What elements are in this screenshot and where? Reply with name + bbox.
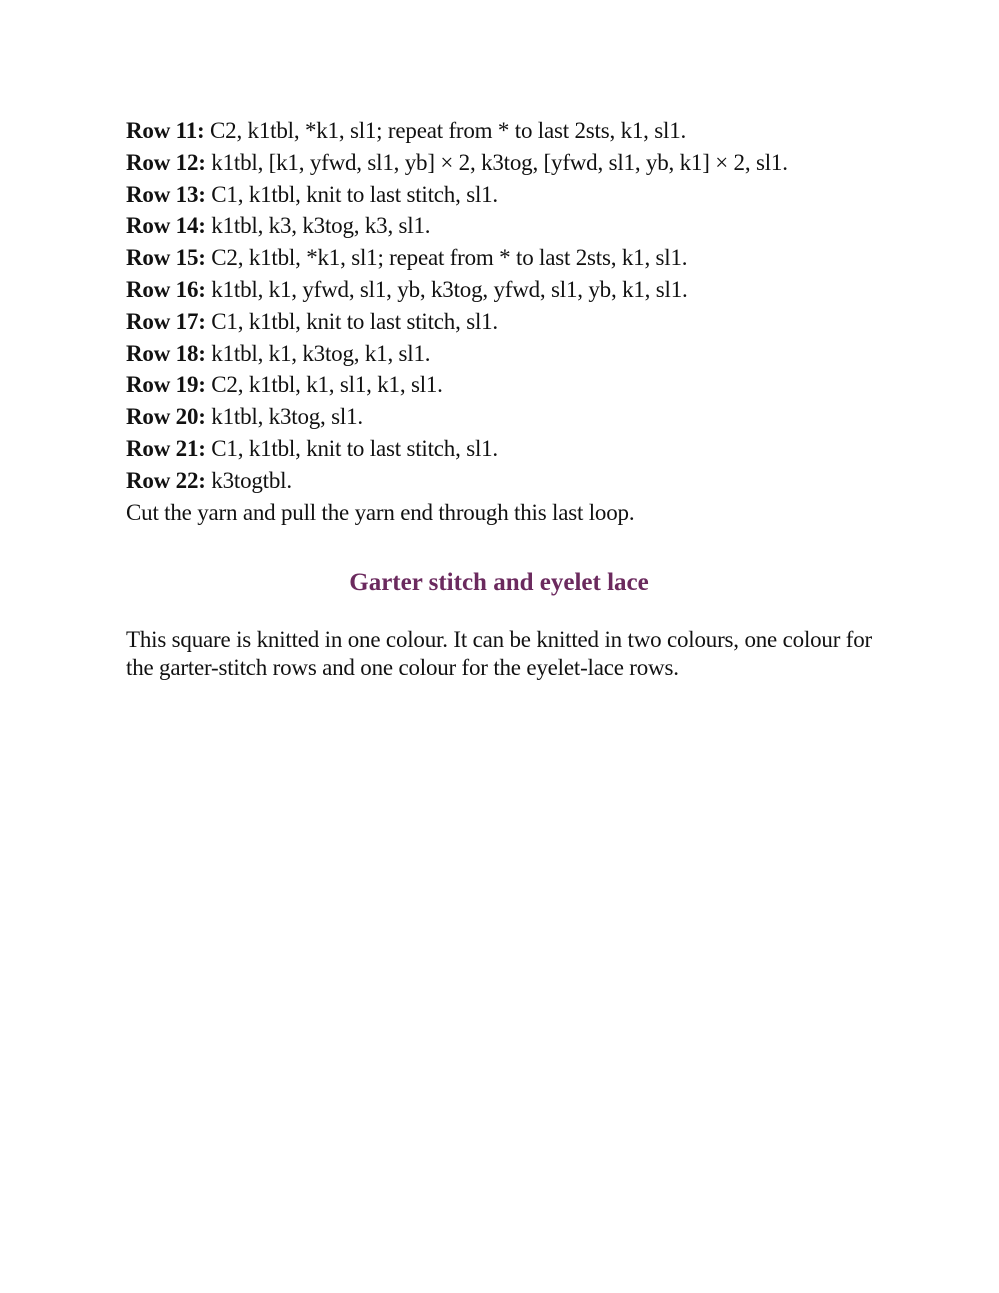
closing-instruction: Cut the yarn and pull the yarn end through this last loop. [126, 499, 635, 525]
row-instruction [126, 369, 886, 401]
row-text: k1tbl, k3tog, sl1. [205, 404, 363, 430]
row-text: C1, k1tbl, knit to last stitch, sl1. [205, 308, 498, 334]
row-instruction [126, 433, 886, 465]
row-label: Row 15: [126, 245, 206, 271]
row-instruction [126, 210, 886, 242]
row-label: Row 22: [126, 467, 206, 493]
section-heading: Garter stitch and eyelet lace [349, 569, 649, 596]
row-label: Row 13: [126, 181, 206, 207]
row-instruction [126, 338, 886, 370]
row-text: k1tbl, k1, k3tog, k1, sl1. [205, 340, 431, 366]
row-instructions-list [126, 115, 886, 528]
row-label: Row 20: [126, 404, 206, 430]
row-instruction [126, 306, 886, 338]
row-label: Row 12: [126, 149, 206, 175]
row-text: k1tbl, k1, yfwd, sl1, yb, k3tog, yfwd, sl1, yb, k1, sl1. [205, 276, 688, 302]
row-text: k1tbl, k3, k3tog, k3, sl1. [205, 213, 431, 239]
row-label: Row 16: [126, 276, 206, 302]
row-text: k1tbl, [k1, yfwd, sl1, yb] × 2, k3tog, [yfwd, sl1, yb, k1] × 2, sl1. [205, 149, 788, 175]
row-text: C2, k1tbl, *k1, sl1; repeat from * to last 2sts, k1, sl1. [205, 245, 688, 271]
row-label: Row 11: [126, 118, 205, 143]
section-paragraph: This square is knitted in one colour. It can be knitted in two colours, one colour for the garter-stitch rows and one colour for the eyelet-lace rows. [126, 627, 872, 680]
row-label: Row 14: [126, 213, 206, 239]
row-instruction [126, 465, 886, 497]
row-text: C1, k1tbl, knit to last stitch, sl1. [205, 181, 498, 207]
row-text: C2, k1tbl, k1, sl1, k1, sl1. [205, 372, 443, 398]
row-instruction [126, 274, 886, 306]
row-text: k3togtbl. [205, 467, 292, 493]
row-instruction [126, 147, 886, 179]
row-instruction [126, 401, 886, 433]
row-label: Row 19: [126, 372, 206, 398]
row-label: Row 18: [126, 340, 206, 366]
row-text: C1, k1tbl, knit to last stitch, sl1. [205, 435, 498, 461]
row-instruction [126, 179, 886, 211]
row-instruction [126, 115, 886, 147]
row-text: C2, k1tbl, *k1, sl1; repeat from * to last 2sts, k1, sl1. [204, 118, 687, 143]
row-instruction [126, 242, 886, 274]
row-label: Row 21: [126, 435, 206, 461]
row-label: Row 17: [126, 308, 206, 334]
